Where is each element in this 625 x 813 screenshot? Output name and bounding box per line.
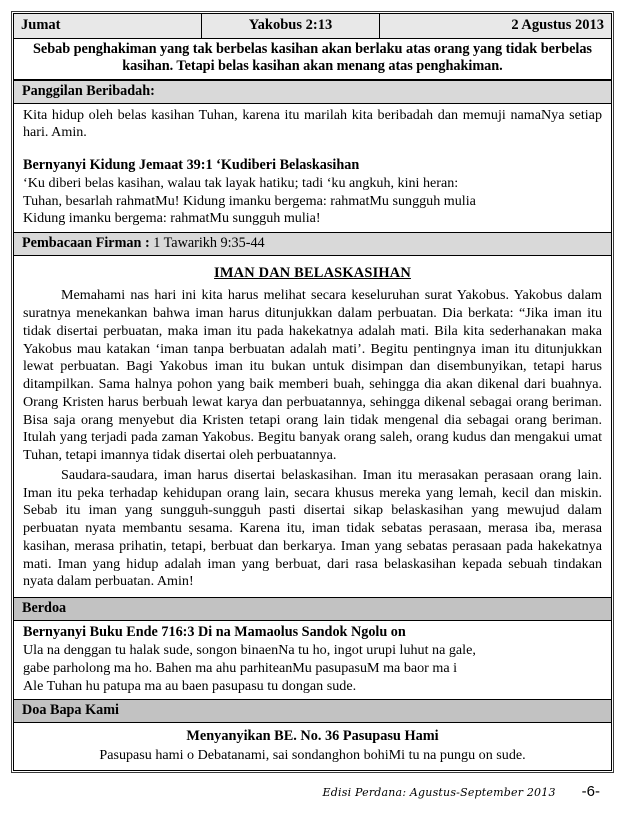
closing-song: [14, 723, 611, 770]
header-scripture-reference: Yakobus 2:13: [202, 14, 380, 38]
hymn-buku-ende: [14, 621, 611, 699]
closing-song-title: Menyanyikan BE. No. 36 Pasupasu Hami: [186, 728, 439, 745]
header-row: [14, 14, 611, 39]
liturgy-table: [13, 13, 612, 771]
section-band-scripture-reading: [14, 232, 611, 256]
call-to-worship-label: Panggilan Beribadah:: [22, 82, 155, 99]
header-day: Jumat: [14, 14, 202, 38]
hymn1-line-3: Kidung imanku bergema: rahmatMu sungguh mulia!: [23, 210, 321, 227]
hymn1-line-1: ‘Ku diberi belas kasihan, walau tak layak hatiku; tadi ‘ku angkuh, kini heran:: [23, 174, 459, 191]
section-band-call-to-worship: [14, 80, 611, 104]
hymn2-line-3: Ale Tuhan hu patupa ma au baen pasupasu tu dongan sude.: [23, 677, 357, 694]
hymn2-line-1: Ula na denggan tu halak sude, songon binaenNa tu ho, ingot urupi luhut na gale,: [23, 642, 476, 659]
closing-song-line: Pasupasu hami o Debatanami, sai sondanghon bohiMi tu na pungu on sude.: [99, 747, 526, 764]
call-to-worship-text: Kita hidup oleh belas kasihan Tuhan, karena itu marilah kita beribadah dan memuji namaNya setiap hari. Amin.: [23, 106, 602, 141]
page-footer: [11, 773, 614, 800]
spacer: [14, 146, 611, 154]
hymn2-line-2: gabe parholong ma ho. Bahen ma ahu parhiteanMu pasupasuM ma baor ma i: [23, 659, 458, 676]
hymn-kidung-jemaat: [14, 154, 611, 232]
hymn1-line-2: Tuhan, besarlah rahmatMu! Kidung imanku bergema: rahmatMu sungguh mulia: [23, 192, 476, 209]
section-band-lords-prayer: [14, 699, 611, 723]
footer-page-number: -6-: [581, 783, 600, 801]
sermon-paragraph-2: Saudara-saudara, iman harus disertai belaskasihan. Iman itu merasakan perasaan orang lain. Iman itu peka terhadap kehidupan orang lain, secara khusus mereka yang lemah, kecil dan miskin. Sebab itu iman yang sungguh-sungguh pasti disertai sikap belaskasihan yang mewujud dalam perbuatan nyata membantu sesama. Karena itu, iman tidak sebatas perasaan, merasa iba, merasa kasihan, merasa prihatin, tetapi, berbuat dan berkarya. Iman yang sebatas perasaan pada hakekatnya mati. Iman yang hidup adalah iman yang berbuat, dari rasa belaskasihan kepada sebuah tindakan nyata dalam perbuatan. Amin!: [23, 466, 602, 590]
header-date: 2 Agustus 2013: [511, 17, 604, 33]
scripture-reading-label: Pembacaan Firman :: [22, 235, 150, 252]
sermon-body: [14, 256, 611, 597]
footer-edition-text: Edisi Perdana: Agustus-September 2013: [322, 786, 556, 800]
lords-prayer-label: Doa Bapa Kami: [22, 702, 119, 719]
hymn1-title: Bernyanyi Kidung Jemaat 39:1 ‘Kudiberi Belaskasihan: [23, 157, 360, 174]
sermon-paragraph-1: Memahami nas hari ini kita harus melihat secara keseluruhan surat Yakobus. Yakobus dalam suratnya menekankan bahwa iman harus ditunjukkan dalam perbuatan. Dia berkata: “Jika iman itu tidak disertai perbuatan, maka iman itu pada hakekatnya adalah mati. Bila kita sederhanakan maka Yakobus mau katakan ‘iman tanpa berbuatan adalah mati’. Begitu pentingnya iman itu ditunjukkan lewat perbuatan. Bagi Yakobus iman itu bukan untuk disimpan dan disembunyikan, tetapi harus ditampilkan. Sama halnya pohon yang baik memberi buah, sehingga dia akan dikenal dari buahnya. Orang Kristen harus berbuah lewat karya dan perbuatannya, sehingga dikenal sebagai orang beriman. Bisa saja orang menyebut dia Kristen tetapi orang lain tidak mengenal dia sebagai orang beriman. Itulah yang terjadi pada zaman Yakobus. Begitu banyak orang saleh, orang kudus dan mengakui umat Tuhan, tetapi imannya tidak disertai oleh perbuatannya.: [23, 287, 602, 464]
prayer-label: Berdoa: [22, 600, 67, 617]
hymn2-title: Bernyanyi Buku Ende 716:3 Di na Mamaolus Sandok Ngolu on: [23, 624, 406, 641]
sermon-title: IMAN DAN BELASKASIHAN: [214, 265, 411, 282]
section-band-prayer: [14, 597, 611, 621]
page-outer-frame: [11, 11, 614, 773]
scripture-reading-value: 1 Tawarikh 9:35-44: [149, 235, 265, 252]
key-verse-text: Sebab penghakiman yang tak berbelas kasihan akan berlaku atas orang yang tidak berbelas kasihan. Tetapi belas kasihan akan menang atas penghakiman.: [14, 39, 611, 80]
